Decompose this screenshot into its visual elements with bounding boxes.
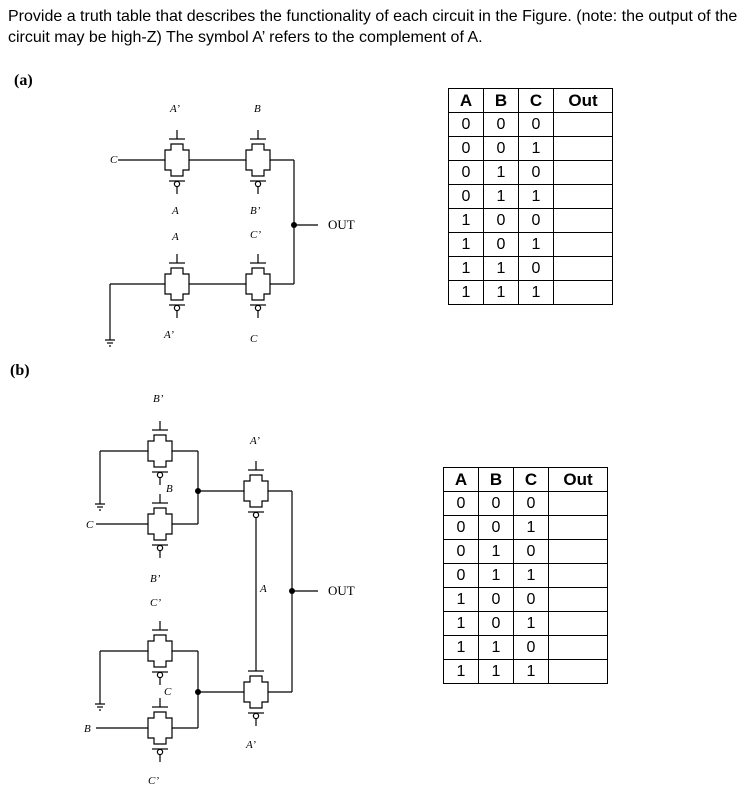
part-b-label: (b) [10, 362, 30, 379]
output-cell[interactable] [554, 209, 613, 233]
signal-label: C’ [150, 597, 161, 609]
input-cell: 1 [519, 281, 554, 305]
input-cell: 0 [479, 588, 514, 612]
table-row [449, 257, 613, 281]
signal-label: B [84, 723, 91, 735]
signal-label: A [260, 583, 267, 595]
input-cell: 1 [514, 564, 549, 588]
input-cell: 0 [444, 540, 479, 564]
signal-label: A [172, 231, 179, 243]
input-cell: 0 [519, 257, 554, 281]
signal-label: A’ [246, 739, 256, 751]
table-row [449, 209, 613, 233]
output-label: OUT [328, 583, 355, 598]
output-cell[interactable] [554, 185, 613, 209]
column-header: A [444, 468, 479, 492]
output-cell[interactable] [549, 516, 608, 540]
output-cell[interactable] [549, 660, 608, 684]
input-cell: 1 [479, 564, 514, 588]
output-cell[interactable] [554, 257, 613, 281]
input-cell: 1 [449, 233, 484, 257]
signal-label: A’ [250, 435, 260, 447]
signal-label: A’ [170, 103, 180, 115]
signal-label: B [166, 483, 173, 495]
input-cell: 1 [444, 660, 479, 684]
circuit-b [84, 393, 355, 787]
input-cell: 1 [484, 281, 519, 305]
input-cell: 0 [444, 516, 479, 540]
output-cell[interactable] [554, 233, 613, 257]
output-label: OUT [328, 217, 355, 232]
signal-label: B [254, 103, 261, 115]
output-cell[interactable] [554, 113, 613, 137]
table-header-row [444, 468, 608, 492]
signal-label: C’ [148, 775, 159, 787]
column-header: B [484, 89, 519, 113]
input-cell: 0 [479, 612, 514, 636]
table-row [444, 516, 608, 540]
part-a-label: (a) [14, 72, 33, 89]
table-row [444, 660, 608, 684]
output-cell[interactable] [549, 636, 608, 660]
output-cell[interactable] [549, 612, 608, 636]
input-cell: 1 [479, 660, 514, 684]
table-row [444, 492, 608, 516]
column-header: C [519, 89, 554, 113]
table-row [449, 113, 613, 137]
column-header: Out [554, 89, 613, 113]
signal-label: A’ [164, 329, 174, 341]
input-cell: 0 [519, 113, 554, 137]
input-cell: 1 [444, 636, 479, 660]
table-row [444, 636, 608, 660]
table-row [444, 588, 608, 612]
input-cell: 1 [514, 516, 549, 540]
input-cell: 0 [484, 113, 519, 137]
input-cell: 0 [479, 516, 514, 540]
table-row [444, 540, 608, 564]
signal-label: A [172, 205, 179, 217]
signal-label: C [250, 333, 258, 345]
input-cell: 1 [484, 161, 519, 185]
table-row [449, 281, 613, 305]
input-cell: 0 [514, 588, 549, 612]
output-cell[interactable] [549, 540, 608, 564]
input-cell: 0 [514, 636, 549, 660]
input-cell: 1 [519, 233, 554, 257]
truth-table-b [443, 467, 608, 684]
column-header: Out [549, 468, 608, 492]
input-cell: 0 [484, 233, 519, 257]
table-row [444, 564, 608, 588]
input-cell: 1 [479, 540, 514, 564]
input-cell: 1 [449, 257, 484, 281]
input-cell: 0 [484, 137, 519, 161]
table-row [449, 161, 613, 185]
column-header: C [514, 468, 549, 492]
input-cell: 0 [519, 161, 554, 185]
input-cell: 0 [484, 209, 519, 233]
circuit-a [105, 103, 355, 346]
output-cell[interactable] [554, 137, 613, 161]
table-row [449, 233, 613, 257]
input-cell: 0 [444, 564, 479, 588]
output-cell[interactable] [554, 281, 613, 305]
table-row [449, 185, 613, 209]
column-header: B [479, 468, 514, 492]
input-cell: 1 [444, 588, 479, 612]
signal-label: B’ [250, 205, 261, 217]
input-cell: 1 [444, 612, 479, 636]
signal-label: C’ [250, 229, 261, 241]
output-cell[interactable] [549, 492, 608, 516]
table-header-row [449, 89, 613, 113]
input-cell: 1 [484, 257, 519, 281]
question-prompt: Provide a truth table that describes the functionality of each circuit in the Figure. (note: the output of the circuit may be high-Z) The symbol A’ refers to the complement of A. [8, 8, 738, 46]
input-cell: 1 [514, 660, 549, 684]
output-cell[interactable] [554, 161, 613, 185]
input-cell: 1 [479, 636, 514, 660]
input-cell: 0 [479, 492, 514, 516]
output-cell[interactable] [549, 588, 608, 612]
column-header: A [449, 89, 484, 113]
table-row [449, 137, 613, 161]
input-cell: 0 [449, 113, 484, 137]
input-cell: 1 [449, 209, 484, 233]
signal-label: C [110, 154, 118, 166]
input-cell: 1 [519, 185, 554, 209]
input-cell: 0 [449, 137, 484, 161]
output-cell[interactable] [549, 564, 608, 588]
table-row [444, 612, 608, 636]
input-cell: 0 [519, 209, 554, 233]
signal-label: B’ [153, 393, 164, 405]
truth-table-a [448, 88, 613, 305]
input-cell: 0 [444, 492, 479, 516]
input-cell: 0 [449, 161, 484, 185]
input-cell: 0 [514, 492, 549, 516]
signal-label: B’ [150, 573, 161, 585]
input-cell: 1 [484, 185, 519, 209]
signal-label: C [164, 686, 172, 698]
input-cell: 0 [514, 540, 549, 564]
signal-label: C [86, 519, 94, 531]
input-cell: 1 [519, 137, 554, 161]
input-cell: 1 [514, 612, 549, 636]
input-cell: 1 [449, 281, 484, 305]
input-cell: 0 [449, 185, 484, 209]
